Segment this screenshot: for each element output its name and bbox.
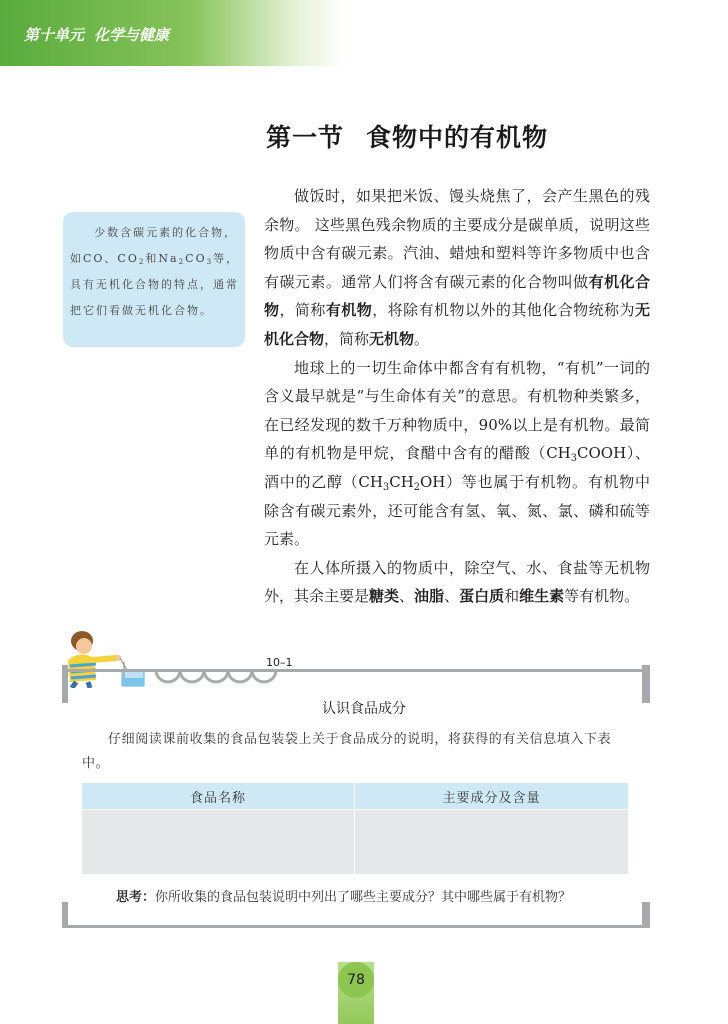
text-run: 、 xyxy=(444,587,460,606)
term-vitamins: 维生素 xyxy=(519,587,565,606)
side-note xyxy=(63,212,245,347)
column-header-food-name: 食品名称 xyxy=(82,783,355,810)
text-run: OH）等也属于有机物。有机物中除含有碳元素外，还可能含有氢、氧、氮、氯、磷和硫等元素。 xyxy=(264,472,650,549)
text-run: 做饭时，如果把米饭、馒头烧焦了，会产生黑色的残余物。 这些黑色残余物质的主要成分是碳单质，说明这些物质中含有碳元素。汽油、蜡烛和塑料等许多物质中也含有碳元素。通常人们将含有碳元素的化合物叫做 xyxy=(264,187,650,291)
think-question xyxy=(116,886,646,905)
subscript: 2 xyxy=(178,257,186,267)
column-header-ingredients: 主要成分及含量 xyxy=(355,783,629,810)
text-run: 和 xyxy=(504,587,520,606)
section-title xyxy=(266,118,548,154)
activity-title: 认识食品成分 xyxy=(322,701,406,717)
activity-bottom-rail xyxy=(66,925,648,928)
text-run: ，简称 xyxy=(279,301,326,320)
text-run: 、 xyxy=(399,587,415,606)
unit-banner xyxy=(0,0,345,66)
text-run: COOH）、酒中的乙醇（CH xyxy=(264,444,651,491)
section-name: 食物中的有机物 xyxy=(366,123,549,152)
page-number: 78 xyxy=(338,962,374,998)
paragraph-1 xyxy=(264,182,650,354)
think-label: 思考： xyxy=(116,890,156,905)
term-sugars: 糖类 xyxy=(369,587,400,606)
term-fats: 油脂 xyxy=(414,587,445,606)
text-run: 。 xyxy=(414,329,430,348)
student-experiment-illustration xyxy=(58,622,150,688)
instructions-text: 仔细阅读课前收集的食品包装袋上关于食品成分的说明，将获得的有关信息填入下表中。 xyxy=(82,732,612,771)
blank-cell-food-name[interactable] xyxy=(82,810,355,875)
paragraph-2 xyxy=(264,354,650,554)
term-organic-compound: 有机化合物 xyxy=(264,272,650,320)
activity-top-rail xyxy=(66,669,648,672)
side-note-text xyxy=(70,220,240,324)
unit-number: 第十单元 xyxy=(24,26,85,44)
section-number: 第一节 xyxy=(266,123,345,152)
side-note-part: 少数含碳元素的化合物，如CO、CO xyxy=(70,226,238,265)
subscript: 2 xyxy=(413,481,420,493)
unit-label xyxy=(24,24,169,45)
child-figure xyxy=(68,631,121,688)
text-run: 等有机物。 xyxy=(564,587,640,606)
subscript: 3 xyxy=(383,481,390,493)
subscript: 3 xyxy=(206,257,214,267)
term-inorganic-matter: 无机物 xyxy=(369,329,415,348)
paragraph-3 xyxy=(264,554,650,611)
side-note-part: CO xyxy=(185,252,207,265)
text-run: CH xyxy=(389,472,414,491)
side-note-part: 和Na xyxy=(145,252,179,265)
term-protein: 蛋白质 xyxy=(459,587,505,606)
activity-instructions xyxy=(82,728,638,776)
blank-cell-ingredients[interactable] xyxy=(355,810,629,875)
term-inorganic-compound: 无机化合物 xyxy=(264,301,650,348)
beaker-icon xyxy=(120,658,144,686)
food-info-table xyxy=(82,783,628,874)
table-header-row xyxy=(82,783,628,810)
activity-number: 10–1 xyxy=(266,656,293,669)
side-note-part: 等，具有无机化合物的特点，通常把它们看做无机化合物。 xyxy=(70,252,240,317)
term-organic-matter: 有机物 xyxy=(325,301,373,320)
unit-topic: 化学与健康 xyxy=(94,26,170,44)
text-run: ，将除有机物以外的其他化合物统称为 xyxy=(372,301,635,320)
text-run: 地球上的一切生命体中都含有有机物，“有机”一词的含义最早就是“与生命体有关”的意思。有机物种类繁多，在已经发现的数千万种物质中，90%以上是有机物。最简单的有机物是甲烷，食醋中含有的醋酸（CH xyxy=(264,358,650,463)
subscript: 3 xyxy=(570,453,577,465)
text-run: ，简称 xyxy=(324,329,370,348)
think-text: 你所收集的食品包装说明中列出了哪些主要成分？其中哪些属于有机物？ xyxy=(155,890,572,905)
subscript: 2 xyxy=(138,257,146,267)
main-text xyxy=(264,182,650,611)
text-run: 在人体所摄入的物质中，除空气、水、食盐等无机物外，其余主要是 xyxy=(264,558,650,606)
table-row xyxy=(82,810,628,875)
